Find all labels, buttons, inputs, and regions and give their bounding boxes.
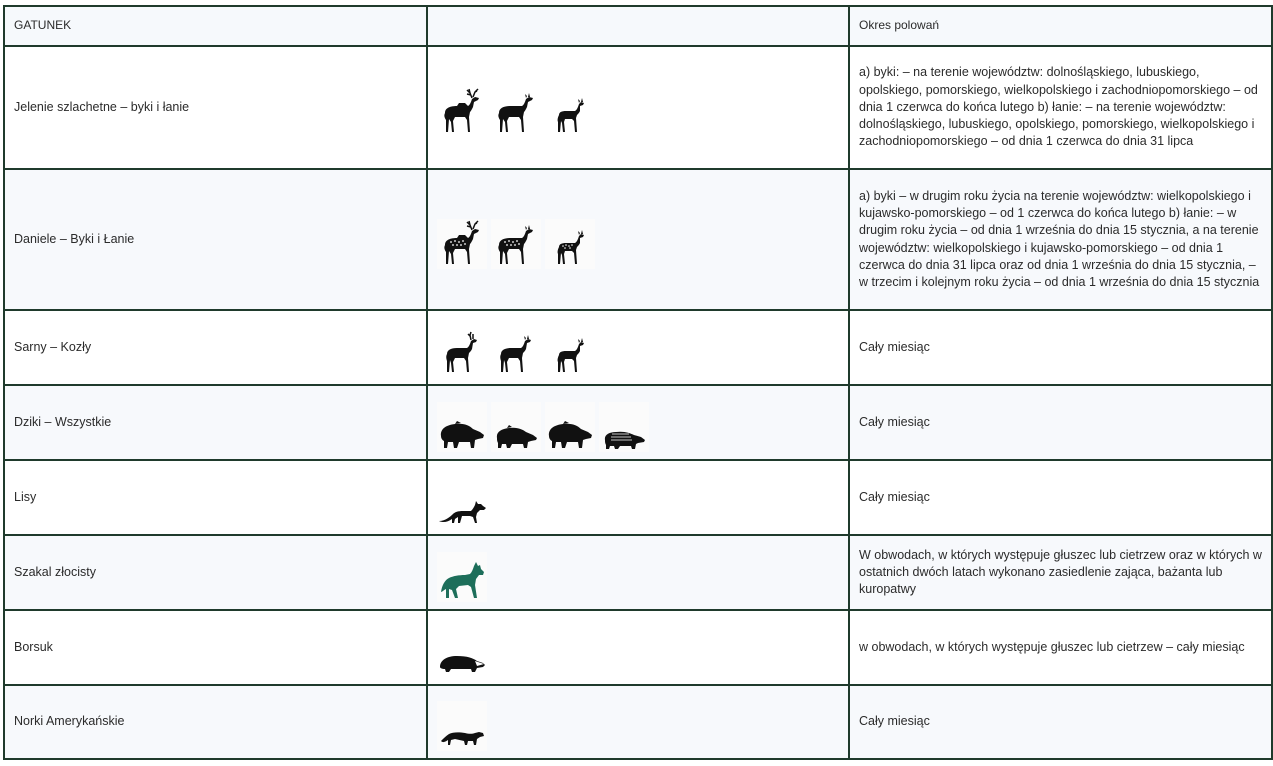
header-period: Okres polowań [849, 6, 1272, 46]
species-cell: Dziki – Wszystkie [4, 385, 427, 460]
roe-doe-icon [491, 327, 541, 377]
period-cell [849, 685, 1272, 759]
period-text: Cały miesiąc [859, 414, 930, 429]
species-cell: Szakal złocisty [4, 535, 427, 610]
period-text: a) byki: – na terenie województw: dolnośląskiego, lubuskiego, opolskiego, pomorskiego, wielkopolskiego i zachodniopomorskiego – od dnia 1 czerwca do końca lutego b) łanie: – na terenie województw: dolnośląskiego, lubuskiego, opolskiego, pomorskiego, wielkopolskiego i zachodniopomorskiego – od dnia 1 czerwca do dnia 31 lipca [859, 65, 1258, 149]
icons-cell [427, 385, 849, 460]
table-row [4, 685, 1272, 759]
fallow-fawn-icon [545, 219, 595, 269]
fallow-doe-icon [491, 219, 541, 269]
species-cell: Borsuk [4, 610, 427, 685]
fallow-buck-icon [437, 219, 487, 269]
period-text: W obwodach, w których występuje głuszec lub cietrzew oraz w których w ostatnich dwóch latach wykonano zasiedlenie zająca, bażanta lub kuropatwy [859, 547, 1262, 597]
badger-icon [437, 627, 487, 677]
period-cell [849, 460, 1272, 535]
calf-icon [545, 87, 595, 137]
fox-icon [437, 477, 487, 527]
species-cell: Lisy [4, 460, 427, 535]
icons-cell [427, 46, 849, 169]
jackal-icon [437, 552, 487, 602]
icons-cell [427, 169, 849, 310]
icons-cell [427, 610, 849, 685]
table-row [4, 310, 1272, 385]
table-row [4, 535, 1272, 610]
icons-cell [427, 460, 849, 535]
hunting-seasons-table [3, 5, 1273, 760]
period-text: a) byki – w drugim roku życia na terenie województw: wielkopolskiego i kujawsko-pomorskiego – od 1 czerwca do końca lutego b) łanie: – w drugim roku życia – od dnia 1 września do dnia 15 stycznia, a na terenie województw: wielkopolskiego i kujawsko-pomorskiego – od dnia 1 czerwca do dnia 31 lipca oraz od dnia 1 września do dnia 15 stycznia, – w trzecim i kolejnym roku życia – od dnia 1 września do dnia 15 stycznia [859, 188, 1260, 289]
young-boar-icon [545, 402, 595, 452]
period-text: w obwodach, w których występuje głuszec lub cietrzew – cały miesiąc [859, 639, 1245, 654]
period-cell [849, 169, 1272, 310]
species-cell: Norki Amerykańskie [4, 685, 427, 759]
piglet-icon [599, 402, 649, 452]
table-row [4, 610, 1272, 685]
icons-cell [427, 535, 849, 610]
period-cell [849, 310, 1272, 385]
period-text: Cały miesiąc [859, 714, 930, 729]
species-cell: Daniele – Byki i Łanie [4, 169, 427, 310]
table-row [4, 460, 1272, 535]
hind-icon [491, 87, 541, 137]
species-cell: Jelenie szlachetne – byki i łanie [4, 46, 427, 169]
icons-cell [427, 685, 849, 759]
stag-icon [437, 87, 487, 137]
period-cell [849, 535, 1272, 610]
boar-icon [437, 402, 487, 452]
period-cell [849, 46, 1272, 169]
table-row [4, 169, 1272, 310]
period-text: Cały miesiąc [859, 339, 930, 354]
period-cell [849, 385, 1272, 460]
sow-icon [491, 402, 541, 452]
table-row [4, 46, 1272, 169]
species-cell: Sarny – Kozły [4, 310, 427, 385]
period-cell [849, 610, 1272, 685]
table-header-row [4, 6, 1272, 46]
period-text: Cały miesiąc [859, 489, 930, 504]
table-row [4, 385, 1272, 460]
icons-cell [427, 310, 849, 385]
header-icons [427, 6, 849, 46]
mink-icon [437, 701, 487, 751]
roe-fawn-icon [545, 327, 595, 377]
roebuck-icon [437, 327, 487, 377]
header-species: GATUNEK [4, 6, 427, 46]
